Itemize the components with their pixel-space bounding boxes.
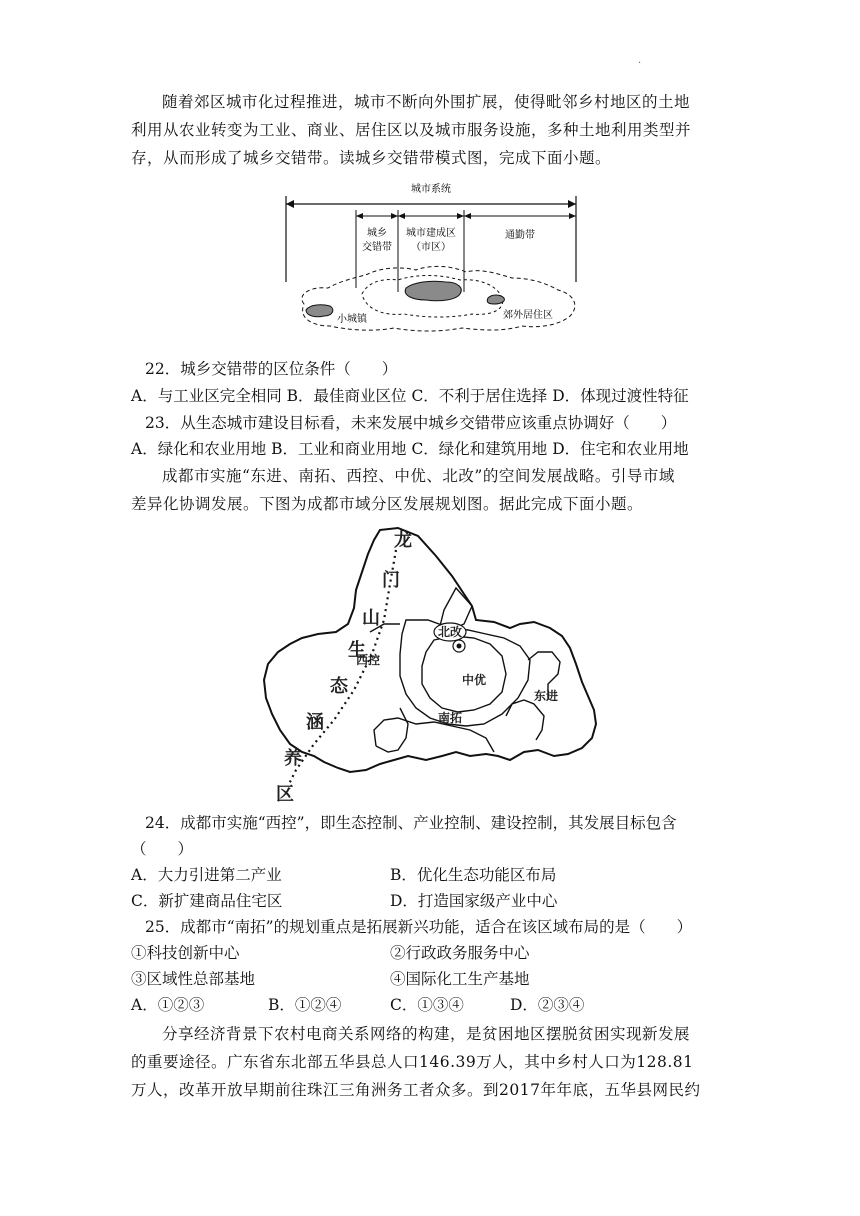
intro-paragraph-1	[131, 88, 731, 172]
suburb-label: 郊外居住区	[503, 310, 553, 321]
chengdu-zoning-map	[258, 524, 608, 806]
city-system-label: 城市系统	[411, 184, 451, 195]
range-char-men: 门	[382, 570, 400, 591]
intro3-line-1: 分享经济背景下农村电商关系网络的构建，是贫困地区摆脱贫困实现新发展	[162, 1025, 691, 1043]
q24-option-a: A．大力引进第二产业	[131, 866, 282, 884]
range-char-shan: 山	[362, 608, 380, 629]
intro-paragraph-2	[131, 462, 731, 518]
q23-options: A．绿化和农业用地 B．工业和商业用地 C．绿化和建筑用地 D．住宅和农业用地	[131, 440, 689, 458]
q22-options: A．与工业区完全相同 B．最佳商业区位 C．不利于居住选择 D．体现过渡性特征	[131, 387, 689, 405]
intro3-line-2: 的重要途径。广东省东北部五华县总人口146.39万人，其中乡村人口为128.81	[131, 1053, 694, 1071]
page-dot: ·	[638, 58, 642, 69]
range-char-sheng: 生	[348, 640, 366, 661]
range-char-tai: 态	[330, 676, 348, 697]
range-char-qu: 区	[276, 784, 294, 805]
label-nantuo: 南拓	[438, 711, 463, 725]
q25-item-1: ①科技创新中心	[131, 944, 240, 962]
q24-option-d: D．打造国家级产业中心	[390, 892, 558, 910]
small-town-label: 小城镇	[337, 314, 367, 325]
range-char-long: 龙	[394, 530, 412, 551]
q25-option-b: B．①②④	[268, 996, 342, 1014]
commute-belt-label: 通勤带	[505, 230, 535, 241]
intro1-line-3: 存，从而形成了城乡交错带。读城乡交错带模式图，完成下面小题。	[131, 149, 612, 167]
q24-stem-line1: 24．成都市实施“西控”，即生态控制、产业控制、建设控制，其发展目标包含	[145, 814, 677, 832]
urban-rural-fringe-diagram	[276, 182, 588, 336]
q24-option-b: B．优化生态功能区布局	[390, 866, 557, 884]
q23-stem: 23．从生态城市建设目标看，未来发展中城乡交错带应该重点协调好（ ）	[145, 414, 677, 432]
label-beigai: 北改	[438, 625, 463, 639]
intro3-line-3: 万人，改革开放早期前往珠江三角洲务工者众多。到2017年年底，五华县网民约	[131, 1081, 701, 1099]
range-char-han: 涵	[306, 712, 324, 733]
intro2-line-1: 成都市实施“东进、南拓、西控、中优、北改”的空间发展战略。引导市域	[162, 467, 675, 485]
intro-paragraph-3	[131, 1020, 731, 1104]
builtup-label-line2: （市区）	[411, 242, 451, 253]
fringe-label-line1: 城乡	[367, 228, 387, 239]
q24-option-c: C．新扩建商品住宅区	[131, 892, 283, 910]
label-dongjin: 东进	[534, 689, 559, 703]
range-char-yang: 养	[284, 748, 302, 769]
q25-item-4: ④国际化工生产基地	[390, 970, 530, 988]
q24-stem-line2: （ ）	[131, 840, 194, 858]
intro1-line-2: 利用从农业转变为工业、商业、居住区以及城市服务设施，多种土地利用类型并	[131, 121, 692, 139]
q25-item-3: ③区域性总部基地	[131, 970, 256, 988]
builtup-label-line1: 城市建成区	[406, 228, 456, 239]
label-zhongyou: 中优	[462, 673, 487, 687]
label-xikong: 西控	[356, 653, 381, 667]
q25-stem: 25．成都市“南拓”的规划重点是拓展新兴功能，适合在该区域布局的是（ ）	[145, 918, 693, 936]
intro1-line-1: 随着郊区城市化过程推进，城市不断向外围扩展，使得毗邻乡村地区的土地	[162, 93, 691, 111]
q25-option-a: A．①②③	[131, 996, 205, 1014]
q25-option-d: D．②③④	[510, 996, 585, 1014]
q25-option-c: C．①③④	[390, 996, 464, 1014]
intro2-line-2: 差异化协调发展。下图为成都市域分区发展规划图。据此完成下面小题。	[131, 495, 644, 513]
q25-item-2: ②行政政务服务中心	[390, 944, 530, 962]
q22-stem: 22．城乡交错带的区位条件（ ）	[145, 360, 398, 378]
fringe-label-line2: 交错带	[362, 242, 392, 253]
